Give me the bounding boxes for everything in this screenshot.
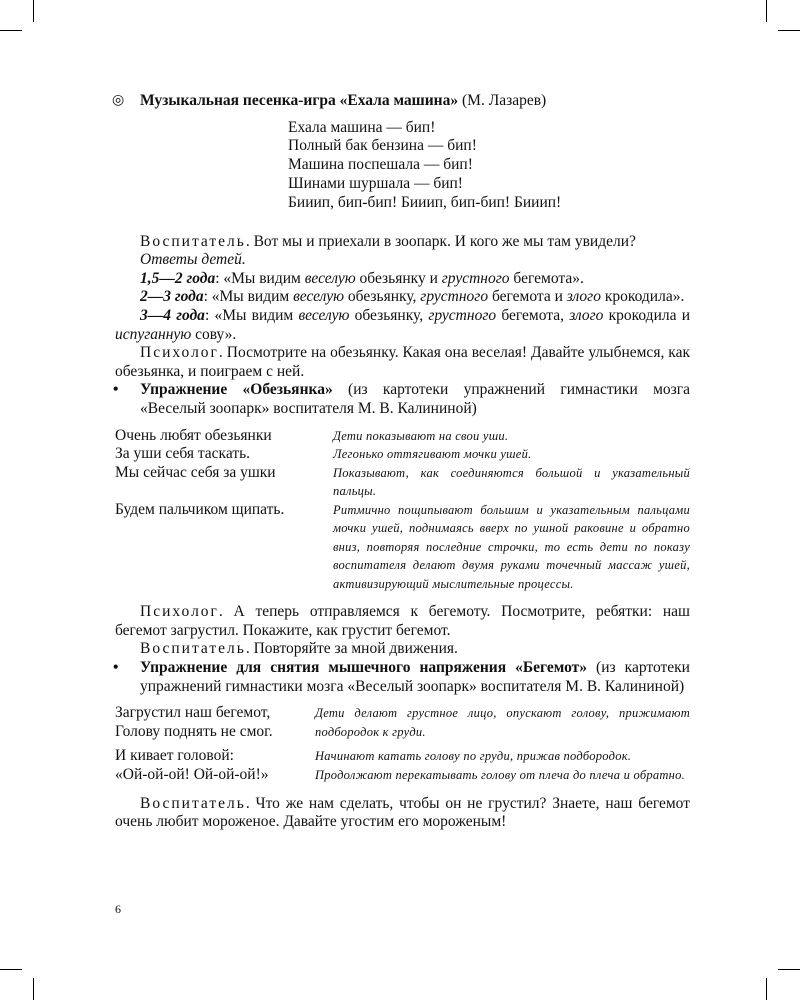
speaker-label: Воспитатель <box>140 232 246 250</box>
dialogue-text: . Посмотрите на обезьянку. Какая она веселая! Давайте улыбнемся, как обезьянка, и поиграем с ней. <box>115 344 690 380</box>
crop-mark <box>0 969 22 970</box>
answer-emphasis: злого <box>566 288 601 306</box>
answer-text: обезьянку и <box>355 269 442 287</box>
answer-text: крокодила». <box>600 288 685 306</box>
answer-text: : «Мы видим <box>204 306 299 324</box>
answer-text: : «Мы видим <box>215 269 305 287</box>
answer-emphasis: грустного <box>441 269 510 287</box>
exercise-2-heading <box>115 659 690 696</box>
answer-emphasis: веселую <box>298 306 350 324</box>
answer-text: сову». <box>191 325 237 343</box>
dialogue-text: . Вот мы и приехали в зоопарк. И кого же мы там увидели? <box>245 232 636 250</box>
answers-intro <box>115 251 690 270</box>
verse-line: Будем пальчиком щипать. <box>115 500 285 518</box>
speaker-label: Психолог <box>140 603 219 621</box>
action-text: Дети показывают на свои уши. <box>333 428 509 443</box>
dialogue-text: . Повторяйте за мной движения. <box>245 640 458 658</box>
paragraph-psychologist-2 <box>115 603 690 640</box>
verse-line: Мы сейчас себя за ушки <box>115 463 276 481</box>
title-author: (М. Лазарев) <box>458 92 547 109</box>
answer-1 <box>115 270 690 289</box>
action-text: Легонько оттягивают мочки ушей. <box>333 447 532 462</box>
verse-line: И кивает головой: <box>115 747 234 765</box>
action-text: Показывают, как соединяются большой и указательный пальцы. <box>333 465 690 499</box>
action-text: Ритмично пощипывают большим и указательным пальцами мочки ушей, поднимаясь вверх по ушной раковине и обратно вниз, повторяя последние строчки, то есть дети по показу воспитателя делают двумя руками точечный массаж ушей, активизирующий мыслительные процессы. <box>333 502 690 591</box>
page-number: 6 <box>115 902 121 916</box>
exercise-source: (из картотеки упражнений гимнастики мозга «Веселый зоопарк» воспитателя М. В. Калининой) <box>140 658 690 695</box>
answer-text: обезьянку, <box>349 306 429 324</box>
poem-line: Ехала машина — бип! <box>288 118 436 136</box>
dialogue-text: . А теперь отправляемся к бегемоту. Посмотрите, ребятки: наш бегемот загрустил. Покажите, как грустит бегемот. <box>115 603 690 639</box>
paragraph-educator-1 <box>115 233 690 252</box>
answer-3 <box>115 307 690 344</box>
answer-emphasis: веселую <box>304 269 356 287</box>
exercise-row <box>115 501 690 594</box>
paragraph-educator-2 <box>115 640 690 659</box>
answers-intro-text: Ответы детей. <box>140 251 246 269</box>
poem-line: Бииип, бип-бип! Бииип, бип-бип! Бииип! <box>288 193 562 211</box>
poem-line: Машина поспешала — бип! <box>288 156 473 174</box>
crop-mark <box>766 0 767 22</box>
age-label: 3—4 года <box>140 306 205 324</box>
speaker-label: Воспитатель <box>140 794 246 812</box>
verse-group <box>115 747 315 784</box>
answer-text: бегемота и <box>488 288 567 306</box>
page-content <box>112 92 690 832</box>
verse-line: Очень любят обезьянки <box>115 426 272 444</box>
answer-text: бегемота». <box>509 269 584 287</box>
crop-mark <box>0 30 22 31</box>
answer-emphasis: испуганную <box>115 325 192 343</box>
action-text: Начинают катать голову по груди, прижав подбородок. <box>315 749 632 764</box>
answer-2 <box>115 288 690 307</box>
answer-emphasis: злого <box>569 306 604 324</box>
dialogue-text: . Что же нам сделать, чтобы он не грустил? Знаете, наш бегемот очень любит мороженое. Давайте угостим его мороженым! <box>115 794 690 831</box>
exercise-row <box>115 747 690 784</box>
verse-line: «Ой-ой-ой! Ой-ой-ой!» <box>115 765 269 783</box>
exercise-2-table <box>115 704 690 784</box>
exercise-title: Упражнение «Обезьянка» <box>140 381 333 399</box>
answer-text: : «Мы видим <box>203 288 294 306</box>
section-title <box>112 92 690 111</box>
crop-mark <box>33 0 34 22</box>
answer-emphasis: грустного <box>420 288 489 306</box>
paragraph-educator-3 <box>115 795 690 832</box>
verse-group <box>115 704 315 741</box>
crop-mark <box>766 978 767 1000</box>
paragraph-psychologist-1 <box>115 344 690 381</box>
bullet-icon: • <box>113 658 119 676</box>
crop-mark <box>778 30 800 31</box>
bullet-icon: • <box>113 381 119 399</box>
answer-text: бегемота, <box>496 306 570 324</box>
action-text: Дети делают грустное лицо, опускают голову, прижимают подбородок к груди. <box>315 706 690 739</box>
speaker-label: Воспитатель <box>140 640 246 658</box>
exercise-1-table <box>115 427 690 594</box>
exercise-row <box>115 427 690 446</box>
poem-line: Полный бак бензина — бип! <box>288 137 477 155</box>
answer-text: обезьянку, <box>344 288 421 306</box>
song-poem <box>288 119 690 213</box>
action-text: Продолжают перекатывать голову от плеча до плеча и обратно. <box>315 767 685 782</box>
answer-emphasis: веселую <box>293 288 345 306</box>
title-bold: Музыкальная песенка-игра «Ехала машина» <box>140 92 459 109</box>
verse-line: Загрустил наш бегемот, <box>115 704 271 722</box>
age-label: 1,5—2 года <box>140 269 216 287</box>
answer-text: крокодила и <box>603 306 690 324</box>
crop-mark <box>33 978 34 1000</box>
crop-mark <box>778 969 800 970</box>
verse-line: Голову поднять не смог. <box>115 722 273 740</box>
answer-emphasis: грустного <box>428 306 497 324</box>
exercise-source: (из картотеки упражнений гимнастики мозга «Веселый зоопарк» воспитателя М. В. Калининой) <box>140 381 690 417</box>
action-group <box>315 747 690 784</box>
age-label: 2—3 года <box>140 288 204 306</box>
speaker-label: Психолог <box>140 344 219 362</box>
exercise-title: Упражнение для снятия мышечного напряжения «Бегемот» <box>140 658 587 676</box>
exercise-row <box>115 464 690 501</box>
exercise-1-heading <box>115 381 690 418</box>
poem-line: Шинами шуршала — бип! <box>288 174 463 192</box>
exercise-row <box>115 704 690 741</box>
exercise-row <box>115 445 690 464</box>
double-circle-icon: ◎ <box>112 93 125 108</box>
verse-line: За уши себя таскать. <box>115 445 251 463</box>
